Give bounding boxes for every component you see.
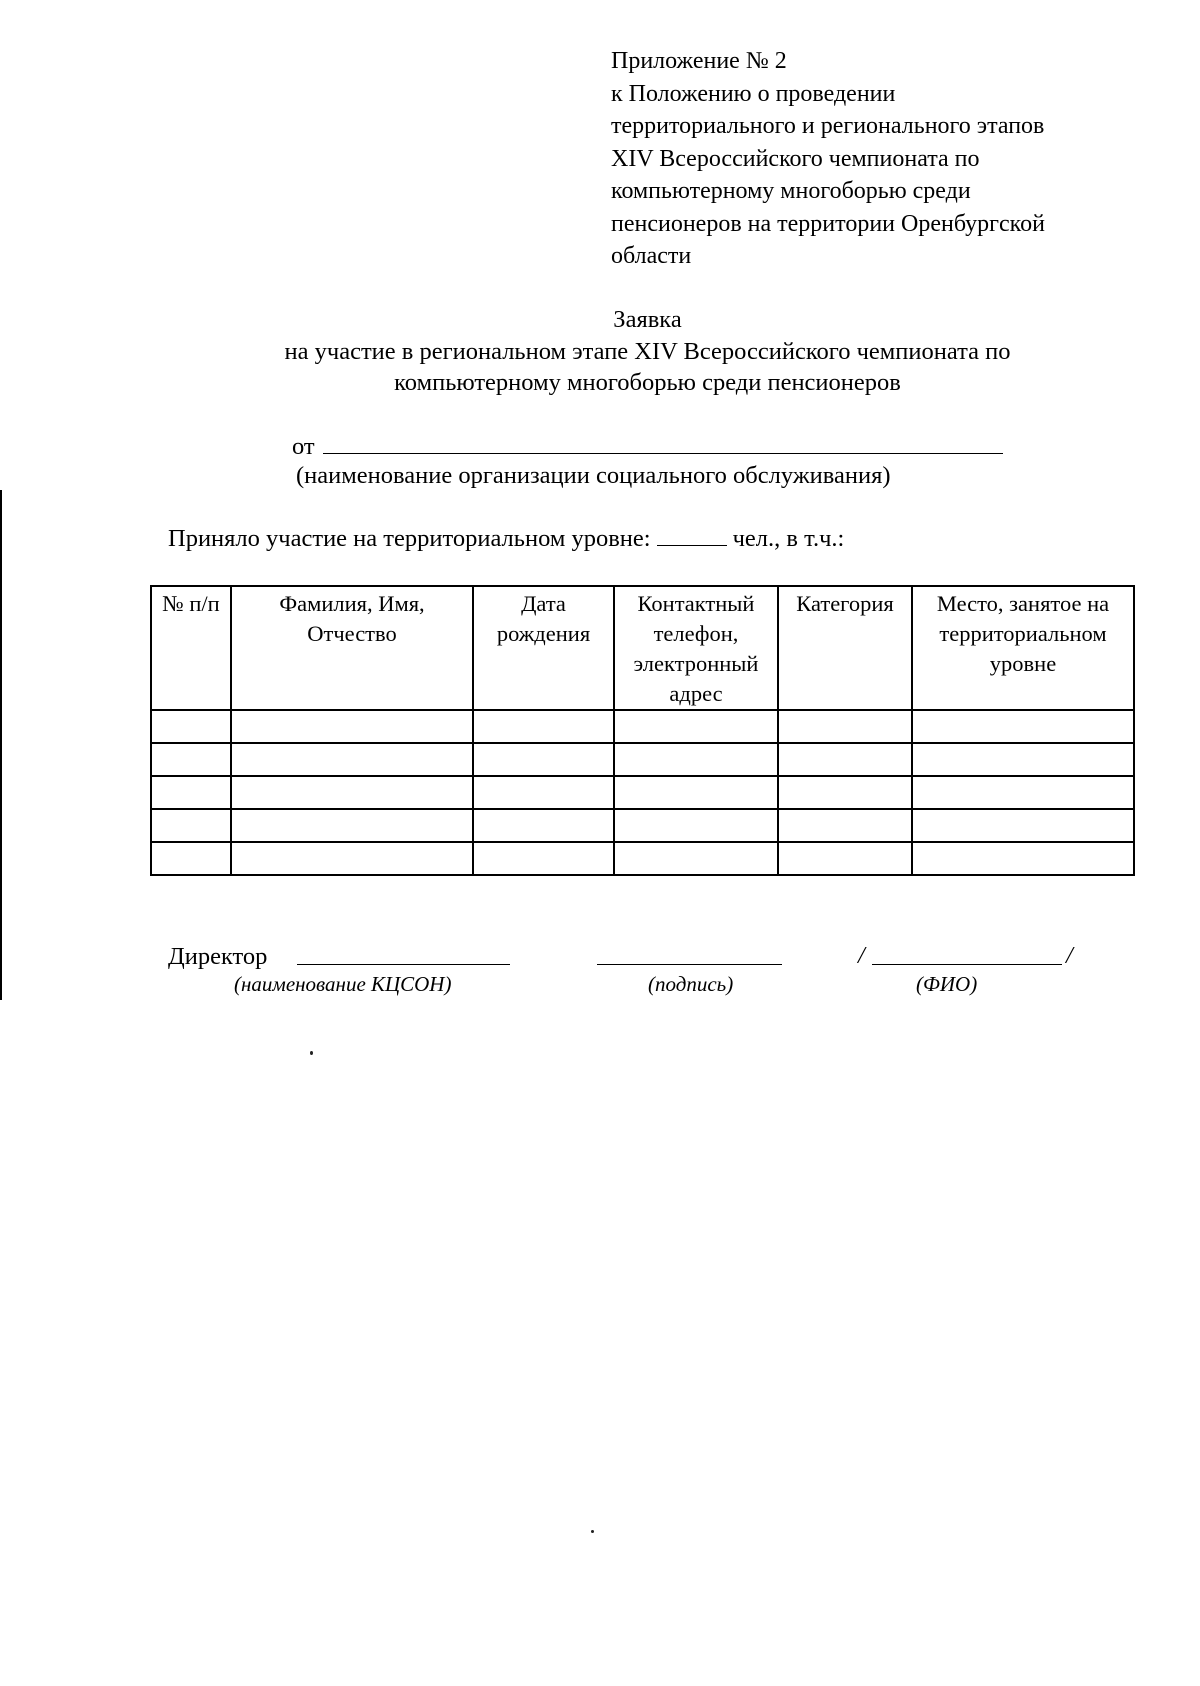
table-cell[interactable] [912, 809, 1134, 842]
header-number: № п/п [151, 586, 231, 710]
from-field-note: (наименование организации социального обслуживания) [296, 462, 891, 489]
table-cell[interactable] [778, 710, 912, 743]
from-field [292, 431, 1003, 461]
organization-blank-line[interactable] [323, 431, 1003, 454]
participation-prefix: Приняло участие на территориальном уровне: [168, 525, 651, 552]
appendix-line: Приложение № 2 [611, 48, 787, 74]
header-place: Место, занятое на территориальном уровне [912, 586, 1134, 710]
appendix-line: области [611, 243, 692, 269]
scan-edge-mark [0, 490, 2, 1000]
scan-speck [310, 1051, 313, 1055]
table-cell[interactable] [778, 809, 912, 842]
participants-table [150, 585, 1135, 876]
title-line-2: на участие в региональном этапе XIV Всероссийского чемпионата по [284, 337, 1011, 365]
participation-suffix: чел., в т.ч.: [732, 525, 845, 552]
appendix-line: XIV Всероссийского чемпионата по [611, 145, 980, 172]
table-row [151, 743, 1134, 776]
caption-organization: (наименование КЦСОН) [234, 972, 452, 996]
table-cell[interactable] [614, 809, 778, 842]
table-cell[interactable] [778, 776, 912, 809]
header-category: Категория [778, 586, 912, 710]
table-cell[interactable] [614, 776, 778, 809]
signature-line[interactable] [597, 963, 782, 965]
table-row [151, 809, 1134, 842]
table-row [151, 776, 1134, 809]
table-cell[interactable] [778, 743, 912, 776]
scan-speck [591, 1530, 594, 1533]
table-cell[interactable] [151, 710, 231, 743]
table-cell[interactable] [912, 776, 1134, 809]
appendix-header [611, 45, 1131, 273]
header-full-name: Фамилия, Имя, Отчество [231, 586, 473, 710]
name-slash-right: / [1066, 942, 1073, 969]
caption-full-name: (ФИО) [916, 972, 978, 996]
table-cell[interactable] [151, 842, 231, 875]
name-slash-left: / [858, 942, 865, 969]
table-row [151, 842, 1134, 875]
header-contact: Контактный телефон, электронный адрес [614, 586, 778, 710]
director-label: Директор [168, 943, 268, 970]
table-cell[interactable] [151, 743, 231, 776]
table-header-row [151, 586, 1134, 710]
table-cell[interactable] [231, 776, 473, 809]
table-cell[interactable] [614, 710, 778, 743]
organization-signature-line[interactable] [297, 963, 510, 965]
table-cell[interactable] [231, 710, 473, 743]
table-cell[interactable] [912, 743, 1134, 776]
table-cell[interactable] [778, 842, 912, 875]
appendix-line: компьютерному многоборью среди [611, 178, 971, 204]
header-birth-date: Дата рождения [473, 586, 614, 710]
table-cell[interactable] [231, 743, 473, 776]
table-cell[interactable] [231, 842, 473, 875]
table-cell[interactable] [473, 743, 614, 776]
appendix-line: территориального и регионального этапов [611, 113, 1045, 139]
table-cell[interactable] [473, 710, 614, 743]
participant-count-blank[interactable] [657, 525, 727, 546]
appendix-line: к Положению о проведении [611, 80, 896, 107]
table-cell[interactable] [151, 776, 231, 809]
table-cell[interactable] [614, 842, 778, 875]
full-name-line[interactable] [872, 963, 1062, 965]
table-cell[interactable] [473, 842, 614, 875]
table-cell[interactable] [473, 776, 614, 809]
appendix-line: пенсионеров на территории Оренбургской [611, 210, 1045, 237]
table-cell[interactable] [231, 809, 473, 842]
title-line-1: Заявка [613, 306, 682, 333]
table-cell[interactable] [473, 809, 614, 842]
participation-line [168, 525, 844, 553]
caption-signature: (подпись) [648, 972, 734, 996]
table-cell[interactable] [912, 842, 1134, 875]
from-label: от [292, 433, 315, 460]
table-cell[interactable] [614, 743, 778, 776]
table-row [151, 710, 1134, 743]
document-title [150, 304, 1145, 399]
title-line-3: компьютерному многоборью среди пенсионеров [394, 369, 901, 396]
table-cell[interactable] [912, 710, 1134, 743]
table-cell[interactable] [151, 809, 231, 842]
